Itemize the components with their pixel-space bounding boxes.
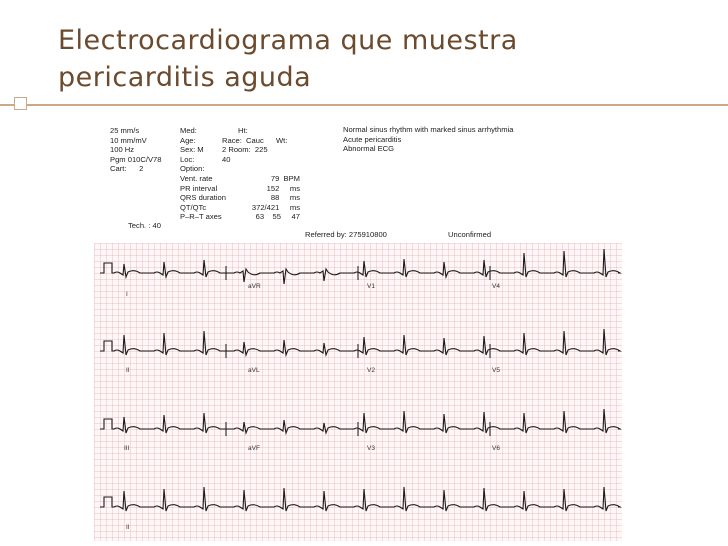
ecg-field-pr: PR interval [180, 183, 218, 193]
interp-line-3: Abnormal ECG [343, 144, 395, 154]
ecg-field-med: Med: [180, 126, 197, 135]
lead-label-ii-rhythm: II [126, 524, 130, 531]
slide-title [58, 22, 698, 96]
ecg-gain: 10 mm/mV [110, 135, 147, 145]
ecg-lead-row-2 [100, 329, 620, 355]
lead-label-avr: aVR [248, 283, 261, 290]
ecg-value-axes: 63 55 47 [255, 212, 300, 222]
ecg-lead-row-3 [100, 409, 620, 433]
ecg-waveforms [94, 243, 622, 541]
ecg-tech: Tech. : 40 [128, 221, 161, 230]
ecg-field-axes: P–R–T axes [180, 212, 222, 222]
lead-label-v5: V5 [492, 367, 500, 374]
divider-bullet-square [14, 97, 27, 110]
ecg-lead-row-4 [100, 487, 620, 511]
title-divider-right [27, 104, 728, 106]
ecg-lead-row-1 [100, 249, 620, 284]
interp-line-1: Normal sinus rhythm with marked sinus arrhythmia [343, 125, 514, 134]
ecg-field-age: Age: [180, 135, 196, 145]
ecg-cart: Cart: 2 [110, 164, 144, 174]
lead-label-avf: aVF [248, 445, 260, 452]
status-unconfirmed: Unconfirmed [448, 230, 492, 239]
lead-label-iii: III [124, 445, 130, 452]
ecg-value-qt: 372/421 ms [251, 202, 300, 212]
ecg-measurement-values [232, 174, 300, 222]
lead-label-v3: V3 [367, 445, 375, 452]
lead-label-ii: II [126, 367, 130, 374]
ecg-patient-values [222, 126, 268, 164]
ecg-field-ht: Ht: [238, 126, 248, 135]
lead-label-v1: V1 [367, 283, 375, 290]
ecg-field-vent-rate: Vent. rate [180, 173, 213, 183]
interp-line-2: Acute pericarditis [343, 134, 402, 144]
ecg-value-pr: 152 ms [266, 183, 300, 193]
ecg-value-qrs: 88 ms [270, 193, 300, 203]
ecg-field-option: Option: [180, 164, 205, 174]
lead-label-v4: V4 [492, 283, 500, 290]
title-line-2: pericarditis aguda [58, 62, 312, 93]
lead-label-v2: V2 [367, 367, 375, 374]
ecg-filter: 100 Hz [110, 145, 135, 155]
ecg-field-wt: Wt: [276, 136, 288, 145]
lead-label-avl: aVL [248, 367, 260, 374]
ecg-field-qt: QT/QTc [180, 202, 207, 212]
ecg-program: Pgm 010C/V78 [110, 154, 162, 164]
ecg-measurement-labels [180, 126, 226, 222]
ecg-settings [110, 126, 162, 174]
ecg-interpretation [343, 125, 514, 154]
ecg-referred-by [305, 230, 387, 240]
ecg-status [448, 230, 491, 240]
ecg-technician [128, 221, 161, 231]
title-divider-left [0, 104, 14, 106]
ecg-field-sex: Sex: M [180, 145, 204, 155]
ecg-paper-speed: 25 mm/s [110, 126, 140, 135]
lead-label-v6: V6 [492, 445, 500, 452]
ecg-value-option: 40 [222, 154, 231, 164]
lead-label-i: I [126, 291, 128, 298]
ecg-tracing [94, 243, 622, 541]
ecg-field-qrs: QRS duration [180, 193, 227, 203]
referred-by-text: Referred by: 275910800 [305, 230, 387, 239]
ecg-field-loc: Loc: [180, 154, 195, 164]
ecg-weight [276, 136, 287, 146]
ecg-value-room: 2 Room: 225 [222, 145, 268, 155]
ecg-value-race: Race: Cauc [222, 135, 264, 145]
title-line-1: Electrocardiograma que muestra [58, 25, 518, 56]
ecg-value-rate: 79 BPM [270, 174, 300, 183]
